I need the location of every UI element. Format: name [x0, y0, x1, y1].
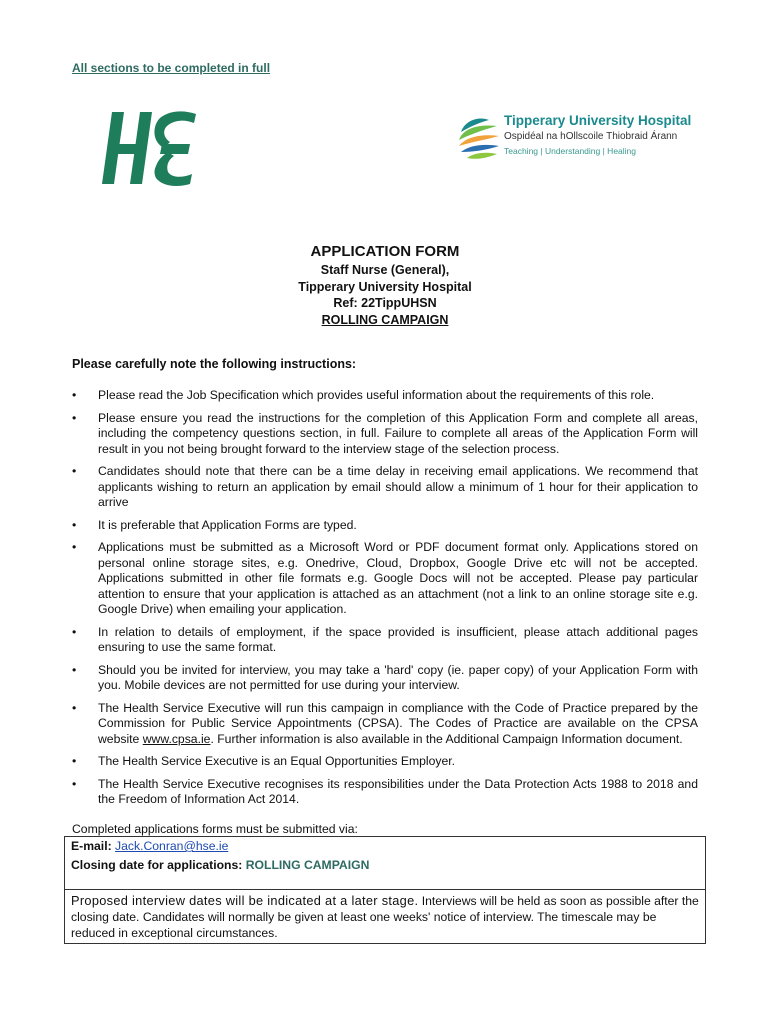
list-item: • Applications must be submitted as a Microsoft Word or PDF document format only. Applications stored on personal online storage sites, e.g. Onedrive, Cloud, Dropbox, Google Drive etc will not be accepted. Applications submitted in other file formats e.g. Google Docs will not be accepted. Please pay particular attention to ensure that your application is attached as an attachment (not a link to an online storage site e.g. Google Drive) when emailing your application. — [72, 540, 698, 616]
campaign-type: ROLLING CAMPAIGN — [321, 312, 449, 327]
contact-box — [64, 836, 706, 890]
instructions-heading: Please carefully note the following instructions: — [72, 357, 357, 371]
list-item: • Please read the Job Specification which provides useful information about the requirements of this role. — [72, 388, 655, 402]
list-item-cpsa: • The Health Service Executive will run this campaign in compliance with the Code of Practice prepared by the Commission for Public Service Appointments (CPSA). The Codes of Practice are available on the CPSA website www.cpsa.ie. Further information is also available in the Additional Campaign Information document. — [72, 700, 698, 746]
interview-info-box — [64, 890, 706, 944]
tipperary-university-hospital-logo — [457, 112, 697, 164]
form-title: APPLICATION FORM — [310, 243, 460, 260]
closing-date-label: Closing date for applications: — [71, 858, 243, 872]
tuh-name: Tipperary University Hospital — [504, 113, 692, 128]
role-title: Staff Nurse (General), — [320, 263, 450, 277]
email-label: E-mail: — [71, 839, 112, 853]
submission-note: Completed applications forms must be submitted via: — [72, 822, 358, 836]
email-line — [71, 839, 228, 853]
list-item: • The Health Service Executive recognises its responsibilities under the Data Protection Acts 1988 to 2018 and the Freedom of Information Act 2014. — [72, 776, 698, 806]
instructions-list — [72, 388, 698, 815]
cpsa-website-link[interactable]: www.cpsa.ie — [142, 731, 211, 746]
hse-logo — [100, 108, 198, 188]
tuh-emblem-icon — [457, 114, 501, 162]
list-item: • Should you be invited for interview, you may take a 'hard' copy (ie. paper copy) of your Application Form with you. Mobile devices are not permitted for use during your interview. — [72, 662, 698, 692]
interview-lead: Proposed interview dates will be indicated at a later stage. — [71, 893, 419, 908]
email-link[interactable]: Jack.Conran@hse.ie — [115, 839, 229, 853]
tuh-tagline: Teaching | Understanding | Healing — [504, 146, 636, 156]
closing-date-value: ROLLING CAMPAIGN — [245, 858, 370, 872]
list-item: • Candidates should note that there can be a time delay in receiving email applications. We recommend that applicants wishing to return an application by email should allow a minimum of 1 hour for their application to arrive — [72, 464, 698, 509]
form-header — [0, 242, 770, 328]
list-item: • The Health Service Executive is an Equal Opportunities Employer. — [72, 754, 456, 768]
list-item: • In relation to details of employment, if the space provided is insufficient, please attach additional pages ensuring to use the same format. — [72, 624, 698, 654]
closing-date-line — [71, 858, 369, 872]
interview-details: Interviews will be held as soon as possible after the closing date. Candidates will normally be given at least one weeks' notice of interview. The timescale may be reduced in exceptional circumstances. — [71, 894, 699, 940]
reference-number: Ref: 22TippUHSN — [333, 296, 437, 310]
tuh-irish-name: Ospidéal na hOllscoile Thiobraid Árann — [504, 131, 678, 142]
hospital-name: Tipperary University Hospital — [298, 279, 472, 294]
list-item: • It is preferable that Application Forms are typed. — [72, 517, 357, 532]
list-item: • Please ensure you read the instructions for the completion of this Application Form and complete all areas, including the competency questions section, in full. Failure to complete all areas of the Application Form will result in you not being brought forward to the interview stage of the selection process. — [72, 410, 698, 456]
completion-note: All sections to be completed in full — [72, 61, 271, 75]
